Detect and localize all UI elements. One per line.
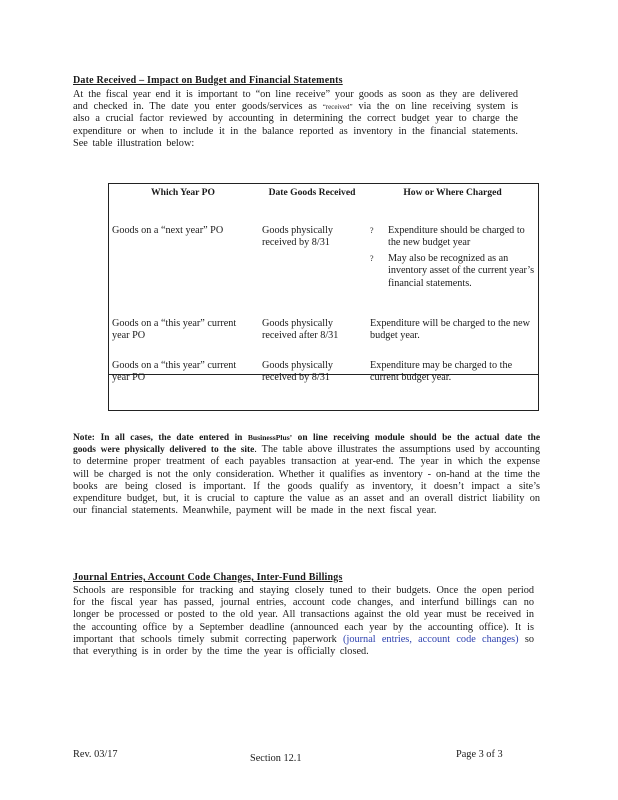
header-which-year-po: Which Year PO	[151, 187, 215, 198]
cell-received: Goods physically received after 8/31	[262, 317, 339, 341]
note-paragraph	[73, 432, 540, 517]
section-heading-date-received: Date Received – Impact on Budget and Financial Statements	[73, 75, 343, 86]
footer-page-number: Page 3 of 3	[456, 749, 503, 760]
footer-revision: Rev. 03/17	[73, 749, 118, 760]
received-quote: “received”	[322, 103, 353, 112]
correcting-paperwork-link[interactable]: (journal entries, account code changes)	[343, 633, 519, 645]
date-received-paragraph	[73, 89, 518, 150]
cell-po: Goods on a “this year” current year PO	[112, 359, 237, 383]
header-date-goods-received: Date Goods Received	[268, 187, 356, 198]
paragraph-text: At the fiscal year end it is important to “on line receive” your goods as soon as they are delivered and checked in. The date you enter goods/services as	[73, 89, 518, 113]
cell-received: Goods physically received by 8/31	[262, 224, 334, 248]
paragraph-text: via the on line receiving system is also a crucial factor reviewed by accounting in determining the correct budget year to charge the expenditure or when to include it in the balance reported as inventory in the financial statements. See table illustration below:	[73, 101, 518, 149]
cell-received: Goods physically received by 8/31	[262, 359, 334, 383]
receiving-treatment-table	[108, 184, 539, 387]
cell-charged: Expenditure will be charged to the new budget year.	[370, 317, 530, 341]
table-row	[108, 356, 539, 387]
bullet-text: May also be recognized as an inventory asset of the current year’s financial statements.	[388, 252, 535, 289]
journal-entries-paragraph	[73, 585, 534, 658]
section-heading-journal-entries: Journal Entries, Account Code Changes, Inter-Fund Billings	[73, 572, 343, 583]
businessplus-name: BusinessPlus’	[247, 433, 293, 442]
bullet-item	[370, 253, 535, 291]
table-border-bottom	[108, 410, 539, 411]
paragraph-text: Schools are responsible for tracking and staying closely tuned to their budgets. Once the open period for the fiscal year has passed, journal entries, account code changes, and interfund billings can no longer be processed or posted to the old year. All transactions against the old year must be received in the accounting office by a September deadline (announced each year by the accounting office). It is important that schools timely submit correcting paperwork	[73, 585, 534, 645]
table-row	[108, 317, 539, 356]
cell-po: Goods on a “this year” current year PO	[112, 317, 237, 341]
cell-charged: Expenditure may be charged to the current budget year.	[370, 359, 513, 383]
table-row	[108, 224, 539, 317]
cell-charged	[366, 224, 539, 317]
note-bold-text: on line receiving module should be the actual date the goods were physically delivered to the site	[73, 433, 541, 456]
bullet-text: Expenditure should be charged to the new budget year	[388, 224, 525, 248]
bullet-glyph-icon: ?	[370, 225, 374, 235]
footer-section: Section 12.1	[250, 753, 302, 764]
header-how-where-charged: How or Where Charged	[403, 187, 502, 198]
table-header-row	[108, 184, 539, 224]
note-bold-text: In all cases, the date entered in	[100, 433, 248, 443]
cell-po: Goods on a “next year” PO	[112, 224, 224, 236]
note-label: Note:	[73, 433, 95, 443]
note-text: . The table above illustrates the assumptions used by accounting to determine proper treatment of each payables transaction at year-end. The year in which the expense will be charged is not the only consideration. Whether it qualifies as inventory - on-hand at the time the books are being closed is important. If the goods qualify as inventory, it doesn’t impact a site’s expenditure budget, but, it is crucial to capture the value as an asset and an overall district liability on our financial statements. Meanwhile, payment will be made in the next fiscal year.	[73, 444, 540, 517]
paragraph-text: so that everything is in order by the time the year is officially closed.	[73, 633, 534, 658]
bullet-item	[370, 225, 535, 250]
bullet-glyph-icon: ?	[370, 253, 374, 263]
